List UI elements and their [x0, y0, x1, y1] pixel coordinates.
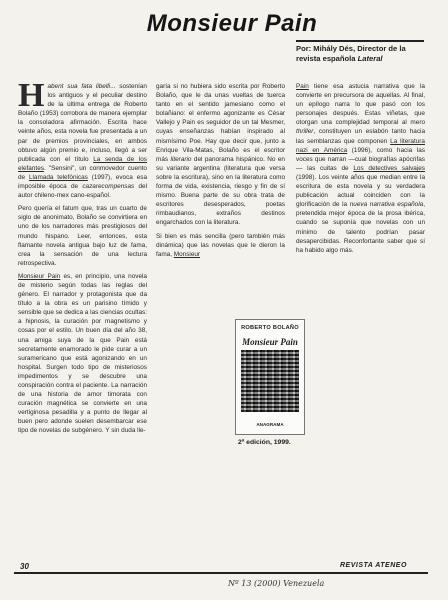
col2-paragraph-1: [156, 82, 285, 228]
book-title-link: La senda de los elefantes: [18, 155, 147, 172]
col1-paragraph-3: [18, 272, 147, 436]
col3-p1-text-a: tiene esa astucia narrativa que la convierte en precursora de aquellas. Al final, un epílogo narra lo que pasó con los personajes después. Estas viñetas, que otorgan una complejidad temporal al mero: [296, 83, 425, 127]
publication-name: REVISTA ATENEO: [340, 562, 407, 569]
col2-paragraph-2: [156, 232, 285, 259]
byline-magazine-prefix: revista española: [296, 54, 358, 64]
column-3: [296, 82, 425, 259]
col1-p1-italic: cazarecompensas: [82, 183, 135, 191]
col1-p1-text-a: ... sostenían los antiguos y el peculiar destino de la última entrega de Roberto Bolaño (1953) corrobora de manera ejemplar la consoladora afirmación. Escrita hace veinte años, esta novela fue presentada a un par de premios provinciales, en ambos obtuvo algún premio e, incluso, llegó a ser publicada con el título: [18, 83, 147, 163]
image-caption: 2ª edición, 1999.: [238, 439, 291, 446]
column-2: [156, 82, 285, 263]
drop-cap: H: [18, 77, 45, 114]
col3-p1-text-e: , pretendida mejor época de la prosa ibérica, cuando se suponía que novelas con un mínimo de talento podrían pasar desapercibidas. Reconfortante saber que sí ha habido algo más.: [296, 201, 425, 254]
book-cover-artwork: [241, 350, 299, 412]
book-cover-publisher: ANAGRAMA: [256, 422, 284, 427]
book-cover-author: ROBERTO BOLAÑO: [241, 325, 299, 331]
footer-rule: [14, 572, 428, 574]
col3-p1-italic: nueva narrativa española: [349, 201, 424, 209]
book-title-link: Pain: [296, 83, 309, 90]
page-number: 30: [20, 562, 29, 571]
handwritten-note: Nº 13 (2000) Venezuela: [228, 579, 325, 588]
byline-magazine: [296, 54, 424, 64]
byline-author: Por: Mihály Dés, Director de la: [296, 44, 406, 53]
col3-paragraph-1: [296, 82, 425, 255]
col1-paragraph-1: [18, 77, 148, 200]
book-cover-title: Monsieur Pain: [242, 337, 298, 347]
book-title-link: Monsieur: [173, 250, 201, 258]
col1-p1-text-b: . "Sensini", un conmovedor cuento de: [18, 164, 147, 181]
col1-p1-text-d: del autor chileno-mex cano-español.: [18, 183, 147, 200]
col1-p3-text: es, en principio, una novela de misterio según todas las reglas del género. El narrador y protagonista que da título a la obra es un parisino tímido y sensible que se dedica a las ciencias ocultas: a hipnosis, la curación por magnetismo y cosas por el estilo. Un buen día del año 38, una amiga suya de la que Pain está secretamente enamorado le pide curar a un suramericano que está agonizando en un hospital. Surgen todo tipo de misteriosos impedimentos y se descubre una conspiración contra el paciente. La narración de una historia de amor timorata con curación magnética se convierte en una vertiginosa pesadilla y a punto de llegar al buen pero adonde suelen desembarcar ese tipo de novelas de subgénero. Y sin duda lle-: [18, 272, 147, 435]
book-cover-image: [235, 319, 305, 435]
col3-p1-text-b: , constituyen un eslabón tanto hacia las semblanzas que componen: [296, 128, 425, 145]
book-title-link: Monsieur Pain: [18, 272, 61, 280]
column-1: [18, 77, 148, 440]
book-title-link: Los detectives salvajes: [353, 164, 425, 172]
col2-p1-italic: literario: [170, 155, 192, 163]
col1-paragraph-2: Pero quería el fatum que, tras un cuarto de siglo de anonimato, Bolaño se convirtiera en uno de los narradores más prestigiosos del mundo hispano. Leer, entonces, esta flamante novela antigua bajo luz de fama, crea la sensación de una lectura retrospectiva.: [18, 205, 147, 267]
byline: [296, 40, 424, 65]
col2-p1-text-b: del panorama hispánico. No en su variante argentina (literatura que versa sobre la escritura), sino en la literatura como forma de vida, existencia, riesgo y fin de sí mismo. Buena parte de su obra trata de escritores desesperados, poetas rimbaudianos, extraños destinos engarchados con la literatura.: [156, 155, 285, 227]
latin-quote: abent sua fata libelli: [47, 83, 111, 90]
col2-p2-text: Si bien es más sencilla (pero también más dinámica) que las novelas que le dieron la fama,: [156, 232, 285, 258]
book-title-link: La literatura nazi en América: [296, 137, 425, 154]
article-title: Monsieur Pain: [146, 10, 318, 37]
col2-p1-text-a: garía si no hubiera sido escrita por Roberto Bolaño, que le da unas vueltas de tuerca tanto en el sentido jamesiano como el bolañiano: el enfermo agonizante es César Vallejo y Pain es seguidor de un tal Mesmer, cuyas enseñanzas habían inspirado al mismísimo Poe. Hay que decir que, junto a Enrique Vila-Matas, Bolaño es el escritor más: [156, 83, 285, 163]
col3-p1-italic: thriller: [296, 128, 314, 136]
book-title-link: Llamada telefónicas: [28, 173, 88, 181]
byline-magazine-name: Lateral: [357, 54, 383, 64]
col3-p1-text-d: (1998). Los veinte años que median entre la escritura de esta novela y su verdadera publicación actual coinciden con la glorificación de la: [296, 173, 425, 209]
col3-p1-text-c: (1996), como hacia las voces que narran —cual biografías apócrifas— las cuitas de: [296, 146, 425, 172]
col1-p1-text-c: (1997), evoca esa imposible época de: [18, 173, 148, 191]
